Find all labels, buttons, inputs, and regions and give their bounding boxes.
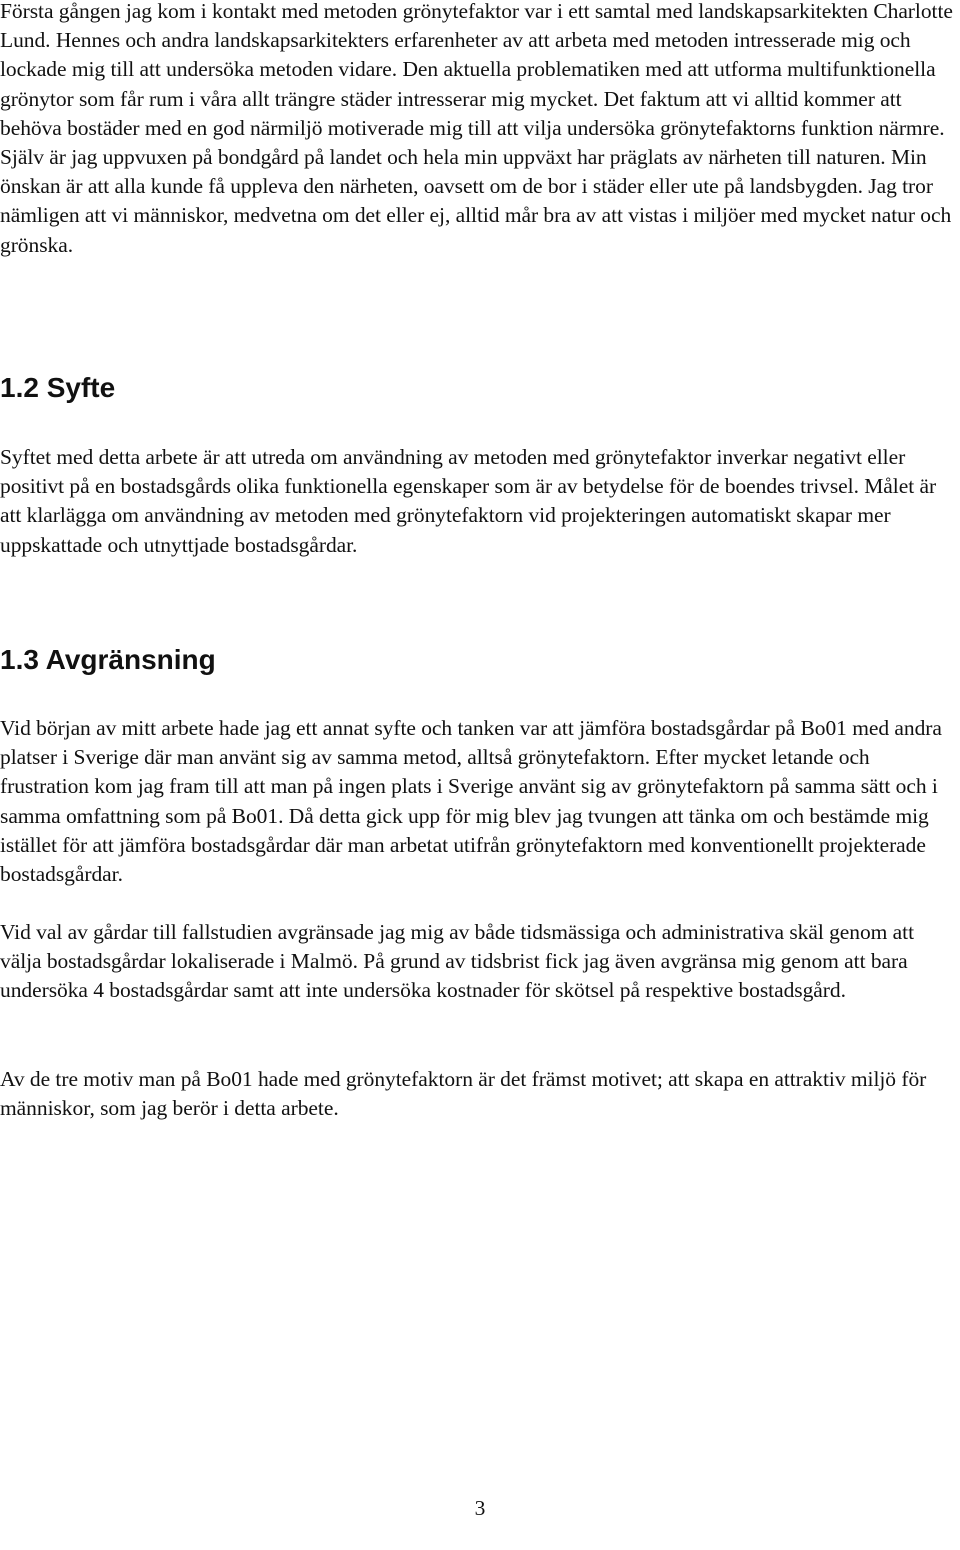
section-heading-avgransning: 1.3 Avgränsning [0,644,216,675]
intro-paragraph: Första gången jag kom i kontakt med metoden grönytefaktor var i ett samtal med landskapsarkitekten Charlotte Lund. Hennes och andra landskapsarkitekters erfarenheter av att arbeta med metoden intresserade mig och lockade mig till att undersöka metoden vidare. Den aktuella problematiken med att utforma multifunktionella grönytor som får rum i våra allt trängre städer intresserar mig mycket. Det faktum att vi alltid kommer att behöva bostäder med en god närmiljö motiverade mig till att vilja undersöka grönytefaktorns funktion närmre. Själv är jag uppvuxen på bondgård på landet och hela min uppväxt har präglats av närheten till naturen. Min önskan är att alla kunde få uppleva den närheten, oavsett om de bor i städer eller ute på landsbygden. Jag tror nämligen att vi människor, medvetna om det eller ej, alltid mår bra av att vistas i miljöer med mycket natur och grönska. [0,0,953,257]
avgransning-paragraph-3: Av de tre motiv man på Bo01 hade med grönytefaktorn är det främst motivet; att skapa en attraktiv miljö för människor, som jag berör i detta arbete. [0,1067,927,1121]
avgransning-paragraph-2: Vid val av gårdar till fallstudien avgränsade jag mig av både tidsmässiga och administrativa skäl genom att välja bostadsgårdar lokaliserade i Malmö. På grund av tidsbrist fick jag även avgränsa mig genom att bara undersöka 4 bostadsgårdar samt att inte undersöka kostnader för skötsel på respektive bostadsgård. [0,920,915,1003]
section-heading-syfte: 1.2 Syfte [0,372,116,403]
syfte-paragraph: Syftet med detta arbete är att utreda om användning av metoden med grönytefaktor inverkar negativt eller positivt på en bostadsgårds olika funktionella egenskaper som är av betydelse för de boendes trivsel. Målet är att klarlägga om användning av metoden med grönytefaktorn vid projekteringen automatiskt skapar mer uppskattade och utnyttjade bostadsgårdar. [0,445,937,557]
avgransning-paragraph-1: Vid början av mitt arbete hade jag ett annat syfte och tanken var att jämföra bostadsgårdar på Bo01 med andra platser i Sverige där man använt sig av samma metod, alltså grönytefaktorn. Efter mycket letande och frustration kom jag fram till att man på ingen plats i Sverige använt sig av grönytefaktorn på samma sätt och i samma omfattning som på Bo01. Då detta gick upp för mig blev jag tvungen att tänka om och bestämde mig istället för att jämföra bostadsgårdar där man arbetat utifrån grönytefaktorn med konventionellt projekterade bostadsgårdar. [0,716,942,887]
page-number: 3 [474,1496,486,1520]
